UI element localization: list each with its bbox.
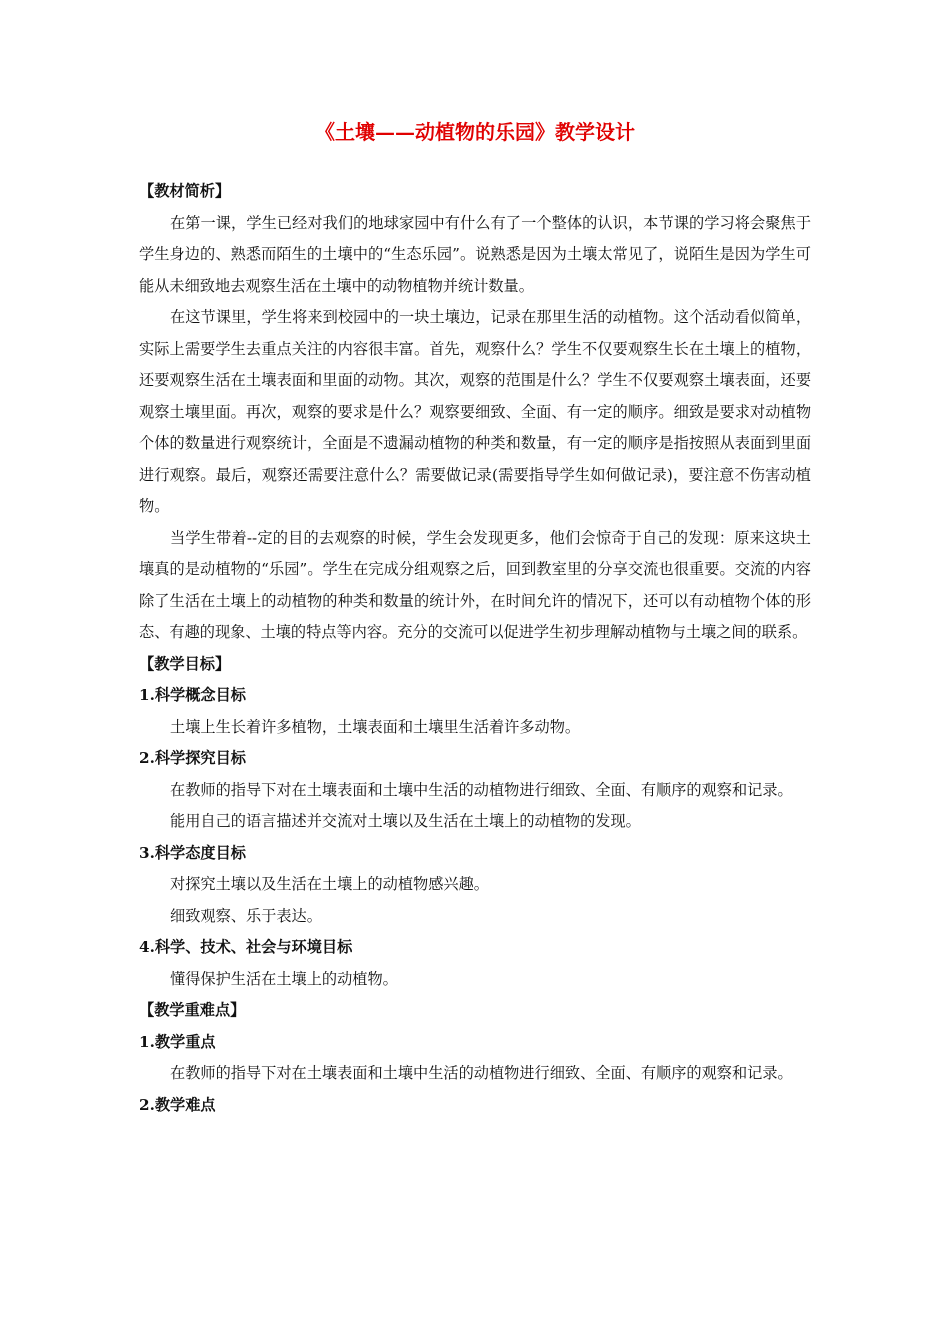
goal-attitude-text-2: 细致观察、乐于表达。 — [170, 906, 322, 925]
section-heading-intro: 【教材简析】 — [139, 182, 231, 200]
goal-attitude-title: 3.科学态度目标 — [139, 843, 246, 862]
goal-inquiry-title: 2.科学探究目标 — [139, 749, 246, 767]
goal-inquiry-text-2: 能用自己的语言描述并交流对土壤以及生活在土壤上的动植物的发现。 — [170, 812, 641, 830]
section-heading-goals: 【教学目标】 — [139, 654, 231, 673]
goal-inquiry-text-1: 在教师的指导下对在土壤表面和土壤中生活的动植物进行细致、全面、有顺序的观察和记录。 — [170, 780, 793, 799]
goal-sts-title: 4.科学、技术、社会与环境目标 — [139, 938, 353, 956]
document-body — [139, 176, 811, 1121]
intro-paragraph-1: 在第一课，学生已经对我们的地球家园中有什么有了一个整体的认识，本节课的学习将会聚焦于学生身边的、熟悉而陌生的土壤中的“生态乐园”。说熟悉是因为土壤太常见了，说陌生是因为学生可能从未细致地去观察生活在土壤中的动物植物并统计数量。 — [139, 213, 811, 295]
section-heading-keypoints: 【教学重难点】 — [139, 1001, 246, 1019]
intro-paragraph-3: 当学生带着--定的目的去观察的时候，学生会发现更多，他们会惊奇于自己的发现：原来这块土壤真的是动植物的“乐园”。学生在完成分组观察之后，回到教室里的分享交流也很重要。交流的内容除了生活在土壤上的动植物的种类和数量的统计外，在时间允许的情况下，还可以有动植物个体的形态、有趣的现象、土壤的特点等内容。充分的交流可以促进学生初步理解动植物与土壤之间的联系。 — [139, 528, 811, 641]
goal-sts-text: 懂得保护生活在土壤上的动植物。 — [170, 969, 398, 988]
keypoint-focus-text: 在教师的指导下对在土壤表面和土壤中生活的动植物进行细致、全面、有顺序的观察和记录。 — [170, 1064, 793, 1082]
goal-concept-title: 1.科学概念目标 — [139, 686, 246, 704]
goal-concept-text: 土壤上生长着许多植物，土壤表面和土壤里生活着许多动物。 — [170, 717, 581, 736]
keypoint-focus-title: 1.教学重点 — [139, 1032, 216, 1051]
goal-attitude-text-1: 对探究土壤以及生活在土壤上的动植物感兴趣。 — [170, 875, 489, 893]
keypoint-difficulty-title: 2.教学难点 — [139, 1095, 216, 1114]
document-title: 《土壤——动植物的乐园》教学设计 — [315, 120, 635, 144]
intro-paragraph-2: 在这节课里，学生将来到校园中的一块土壤边，记录在那里生活的动植物。这个活动看似简单，实际上需要学生去重点关注的内容很丰富。首先，观察什么？学生不仅要观察生长在土壤上的植物，还要观察生活在土壤表面和里面的动物。其次，观察的范围是什么？学生不仅要观察土壤表面，还要观察土壤里面。再次，观察的要求是什么？观察要细致、全面、有一定的顺序。细致是要求对动植物个体的数量进行观察统计，全面是不遗漏动植物的种类和数量，有一定的顺序是指按照从表面到里面进行观察。最后，观察还需要注意什么？需要做记录(需要指导学生如何做记录)，要注意不伤害动植物。 — [139, 308, 811, 515]
